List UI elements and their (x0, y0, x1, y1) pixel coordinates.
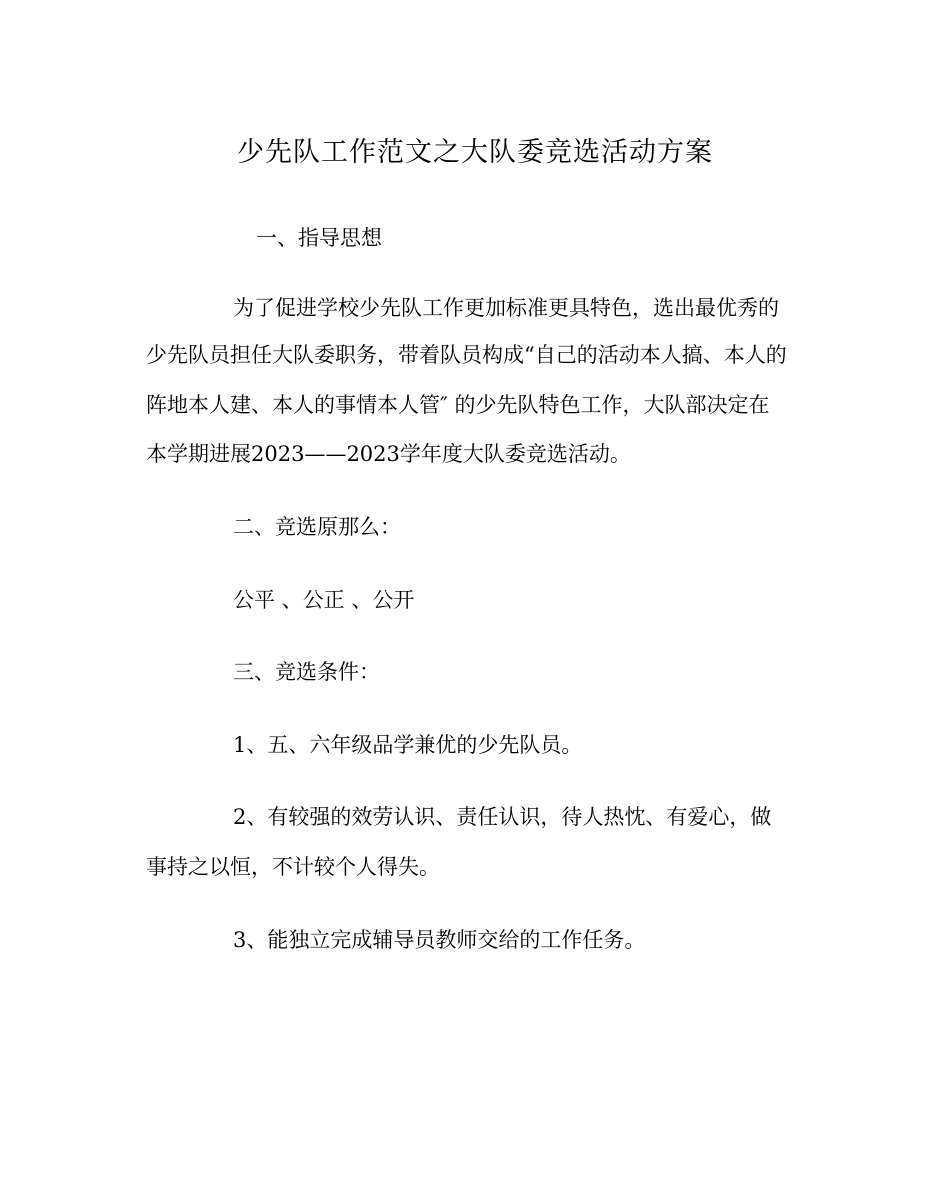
paragraph-line: 本学期进展2023——2023学年度大队委竞选活动。 (146, 442, 631, 466)
paragraph-line: 少先队员担任大队委职务，带着队员构成“自己的活动本人搞、本人的 (146, 343, 787, 367)
section-heading-guiding-ideology: 一、指导思想 (256, 226, 382, 250)
condition-item: 3、能独立完成辅导员教师交给的工作任务。 (233, 928, 646, 952)
document-title: 少先队工作范文之大队委竞选活动方案 (237, 137, 713, 168)
principles-text: 公平 、公正 、公开 (233, 588, 415, 612)
section-heading-principles: 二、竞选原那么： (233, 515, 401, 539)
condition-item: 1、五、六年级品学兼优的少先队员。 (233, 733, 583, 757)
condition-item-continuation: 事持之以恒，不计较个人得失。 (146, 855, 440, 879)
paragraph-line: 为了促进学校少先队工作更加标准更具特色，选出最优秀的 (233, 296, 779, 320)
condition-item: 2、有较强的效劳认识、责任认识，待人热忱、有爱心，做 (233, 805, 772, 829)
section-heading-conditions: 三、竞选条件： (233, 660, 380, 684)
paragraph-line: 阵地本人建、本人的事情本人管″ 的少先队特色工作，大队部决定在 (146, 393, 770, 417)
